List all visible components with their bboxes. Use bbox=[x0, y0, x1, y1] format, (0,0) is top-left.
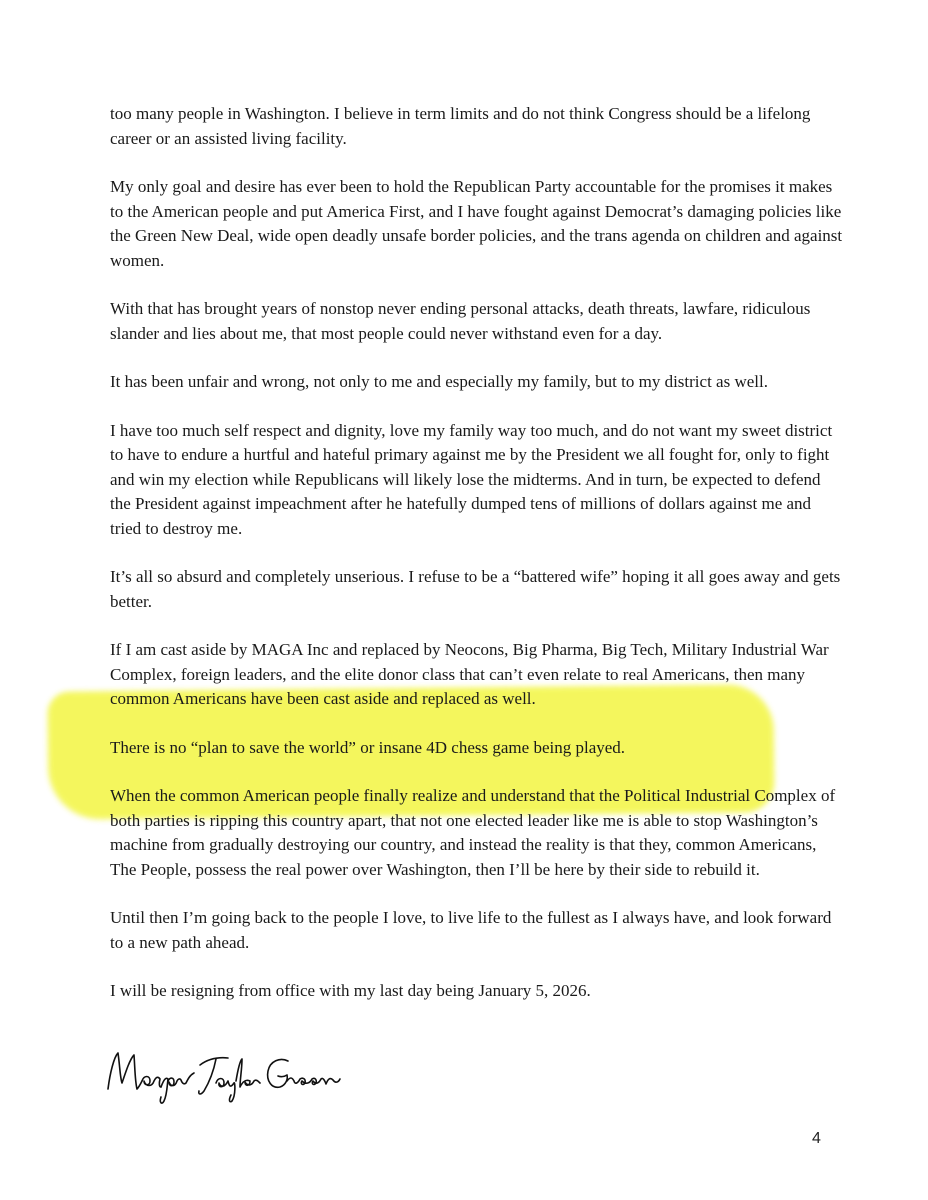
letter-body bbox=[110, 102, 845, 1028]
paragraph-unfair: It has been unfair and wrong, not only to me and especially my family, but to my district as well. bbox=[110, 372, 768, 391]
page-number: 4 bbox=[812, 1130, 821, 1147]
paragraph-cast-aside: If I am cast aside by MAGA Inc and replaced by Neocons, Big Pharma, Big Tech, Military Industrial War Complex, foreign leaders, and the elite donor class that can’t even relate to real Americans, then many common Americans have been cast aside and replaced as well. bbox=[110, 640, 829, 708]
paragraph-no-plan: There is no “plan to save the world” or insane 4D chess game being played. bbox=[110, 737, 626, 757]
paragraph-self-respect: I have too much self respect and dignity, love my family way too much, and do not want my sweet district to have to endure a hurtful and hateful primary against me by the President we all fought for, only to fight and win my election while Republicans will likely lose the midterms. And in turn, be expected to defend the President against impeachment after he hatefully dumped tens of millions of dollars against me and tried to destroy me. bbox=[110, 420, 833, 538]
paragraph-until-then: Until then I’m going back to the people I love, to live life to the fullest as I always have, and look forward to a new path ahead. bbox=[110, 908, 832, 952]
paragraph-attacks: With that has brought years of nonstop never ending personal attacks, death threats, lawfare, ridiculous slander and lies about me, that most people could never withstand even for a day. bbox=[110, 299, 811, 343]
paragraph-common-people: When the common American people finally realize and understand that the Political Industrial Complex of both parties is ripping this country apart, that not one elected leader like me is able to stop Washington’s machine from gradually destroying our country, and instead the reality is that they, common Americans, The People, possess the real power over Washington, then I’ll be here by their side to rebuild it. bbox=[110, 786, 836, 879]
handwritten-signature bbox=[104, 1043, 344, 1109]
paragraph-absurd: It’s all so absurd and completely unserious. I refuse to be a “battered wife” hoping it all goes away and gets better. bbox=[110, 567, 841, 611]
paragraph-resigning: I will be resigning from office with my last day being January 5, 2026. bbox=[110, 981, 591, 1000]
paragraph-term-limits: too many people in Washington. I believe in term limits and do not think Congress should be a lifelong career or an assisted living facility. bbox=[110, 104, 811, 148]
paragraph-only-goal: My only goal and desire has ever been to hold the Republican Party accountable for the promises it makes to the American people and put America First, and I have fought against Democrat’s damaging policies like the Green New Deal, wide open deadly unsafe border policies, and the trans agenda on children and against women. bbox=[110, 177, 843, 270]
